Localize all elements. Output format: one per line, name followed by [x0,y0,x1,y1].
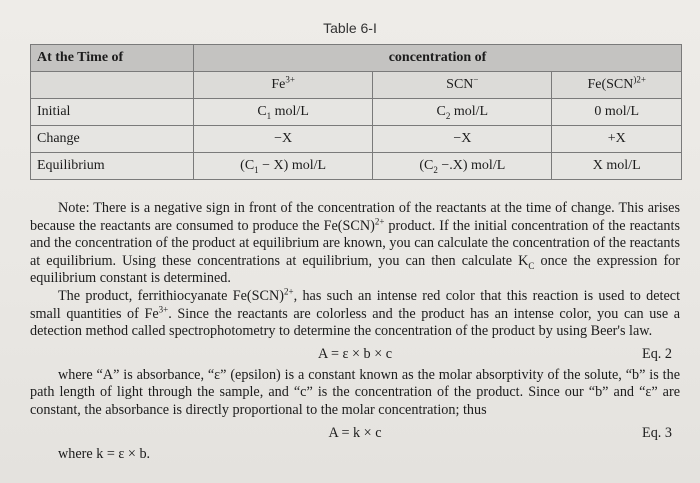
row-label: Equilibrium [31,153,194,180]
note-paragraph: Note: There is a negative sign in front of the concentration of the reactants at the time of change. This arises because the reactants are consumed to produce the Fe(SCN)$^{2+}$ product. If the initial concentration of the reactants and the concentration of the product at equilibrium are known, you can calculate the concentration of the reactants at equilibrium. Using these concentrations at equilibrium, you can then calculate $K_C$ once the expression for equilibrium constant is determined. [30,200,680,287]
body-text [30,200,680,463]
table-title: Table 6-I [323,20,377,36]
cell-fescn-equilibrium: X mol/L [552,153,682,180]
ice-table [30,44,682,180]
cell-fescn-initial: 0 mol/L [552,99,682,126]
table-row-initial [31,99,682,126]
beers-law-formula: A = ε × b × c [317,345,393,362]
cell-fe-change: −X [194,126,373,153]
species-blank-cell [31,72,194,99]
species-row [31,72,682,99]
equation-2-label: Eq. 2 [642,345,672,362]
proportional-formula: A = k × c [328,424,382,441]
equation-3 [30,422,680,444]
cell-scn-equilibrium: $(C_2 -.X)$ mol/L [373,153,552,180]
species-scn: SCN− [373,72,552,99]
row-label: Change [31,126,194,153]
table-row-change [31,126,682,153]
header-concentration: concentration of [194,45,682,72]
product-paragraph: The product, ferrithiocyanate Fe(SCN)$^{2+}$, has such an intense red color that this reaction is used to detect small quantities of $Fe^{3+}$. Since the reactants are colorless and the product has an intense color, you can use a detection method called spectrophotometry to determine the concentration of the product by using Beer's law. [30,286,681,340]
cell-fescn-change: +X [552,126,682,153]
species-fe: $Fe^{3+}$ [194,72,373,99]
equation-3-label: Eq. 3 [642,424,672,441]
header-time: At the Time of [31,45,194,72]
table-header-row [31,45,682,72]
definition-paragraph: where “A” is absorbance, “ε” (epsilon) is a constant known as the molar absorptivity of the solute, “b” is the path length of light through the sample, and “c” is the concentration of the product. Since our “b” and “ε” are constant, the absorbance is directly proportional to the molar concentration; thus [30,366,680,418]
row-label: Initial [31,99,194,126]
cell-scn-initial: $C_2$ mol/L [373,99,552,126]
cell-fe-equilibrium: $(C_1 - X)$ mol/L [194,153,373,180]
cell-fe-initial: $C_1$ mol/L [194,99,373,126]
table-row-equilibrium [31,153,682,180]
cell-scn-change: −X [373,126,552,153]
species-fescn: $Fe(SCN^{)2+}$ [552,72,682,99]
where-k-line: where k = ε × b. [58,445,151,462]
equation-2 [30,343,680,365]
